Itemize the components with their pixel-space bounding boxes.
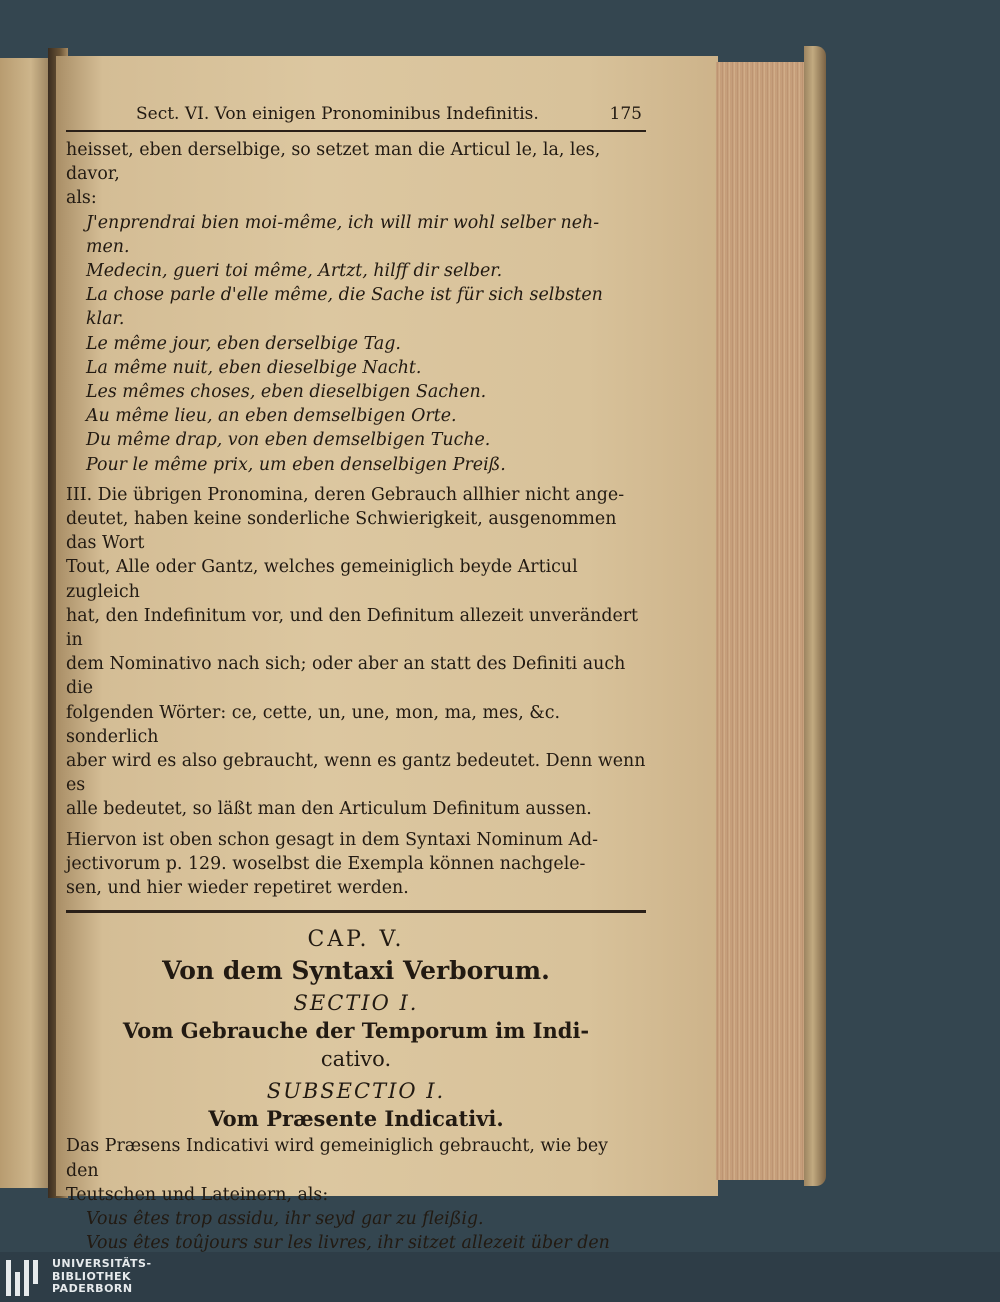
- text-line: deutet, haben keine sonderliche Schwierigkeit, ausgenommen das Wort: [66, 509, 617, 554]
- text-line: III. Die übrigen Pronomina, deren Gebrauch allhier nicht ange-: [66, 484, 625, 505]
- text-line: Du même drap, von eben demselbigen Tuche.: [86, 430, 491, 451]
- header-rule: [66, 130, 646, 132]
- text-line: dem Nominativo nach sich; oder aber an statt des Definiti auch die: [66, 654, 626, 699]
- page-content: [66, 100, 646, 1252]
- page-number: 175: [609, 104, 642, 124]
- text-line: Pour le même prix, um eben denselbigen Preiß.: [86, 454, 506, 475]
- text-line: Das Præsens Indicativi wird gemeiniglich gebraucht, wie bey den: [66, 1136, 608, 1181]
- text-line: Au même lieu, an eben demselbigen Orte.: [86, 406, 457, 427]
- book-cover: [804, 46, 826, 1186]
- text-line: Tout, Alle oder Gantz, welches gemeiniglich beyde Articul zugleich: [66, 557, 578, 602]
- text-line: Les mêmes choses, eben dieselbigen Sachen.: [86, 382, 487, 403]
- text-line: jectivorum p. 129. woselbst die Exempla können nachgele-: [66, 853, 586, 874]
- text-line: hat, den Indefinitum vor, und den Definitum allezeit unverändert in: [66, 605, 639, 651]
- text-line: Vous êtes toûjours sur les livres, ihr sitzet allezeit über den: [86, 1233, 610, 1252]
- text-line: Vous êtes trop assidu, ihr seyd gar zu fleißig.: [86, 1208, 484, 1229]
- text-line: heisset, eben derselbige, so setzet man die Articul le, la, les, davor,: [66, 140, 601, 185]
- chapter-number: CAP. V.: [307, 927, 405, 953]
- text-line: klar.: [86, 309, 125, 330]
- library-name: UNIVERSITÄTS- BIBLIOTHEK PADERBORN: [52, 1257, 152, 1295]
- text-line: men.: [86, 236, 130, 257]
- text-line: sen, und hier wieder repetiret werden.: [66, 878, 409, 899]
- example-list-2: [66, 1207, 646, 1252]
- text-line: folgenden Wörter: ce, cette, un, une, mon, ma, mes, &c. sonderlich: [66, 702, 560, 747]
- running-head: [66, 100, 646, 130]
- paragraph-five: [66, 1134, 646, 1207]
- body-text-2: [66, 1134, 646, 1252]
- chapter-rule: [66, 910, 646, 913]
- subsection-number: SUBSECTIO I.: [266, 1079, 446, 1104]
- text-line: als:: [66, 188, 97, 209]
- paragraph-four: [66, 828, 646, 901]
- body-text: [66, 138, 646, 900]
- text-line: alle bedeutet, so läßt man den Articulum Definitum aussen.: [66, 799, 592, 820]
- section-title-line-1: Vom Gebrauche der Temporum im Indi-: [122, 1018, 590, 1044]
- page-edges: [716, 62, 808, 1180]
- text-line: J'enprendrai bien moi-même, ich will mir wohl selber neh-: [86, 212, 600, 233]
- library-logo-icon: [6, 1260, 42, 1296]
- text-line: La chose parle d'elle même, die Sache ist für sich selbsten: [86, 285, 603, 306]
- running-head-title: Sect. VI. Von einigen Pronominibus Indefinitis.: [136, 104, 539, 124]
- section-number: SECTIO I.: [293, 991, 419, 1016]
- library-footer: [0, 1252, 1000, 1302]
- text-line: Hiervon ist oben schon gesagt in dem Syntaxi Nominum Ad-: [66, 829, 599, 850]
- text-line: Le même jour, eben derselbige Tag.: [86, 333, 401, 354]
- paragraph-three: [66, 483, 646, 822]
- example-list: [66, 211, 646, 477]
- text-line: Medecin, gueri toi même, Artzt, hilff dir selber.: [86, 261, 503, 282]
- text-line: aber wird es also gebraucht, wenn es gantz bedeutet. Denn wenn es: [66, 751, 646, 796]
- intro-lines: [66, 138, 646, 211]
- subsection-title: Vom Præsente Indicativi.: [208, 1106, 504, 1132]
- text-line: La même nuit, eben dieselbige Nacht.: [86, 357, 422, 378]
- text-line: Teutschen und Lateinern, als:: [66, 1184, 329, 1205]
- chapter-title: Von dem Syntaxi Verborum.: [162, 956, 550, 986]
- section-title-line-2: cativo.: [320, 1047, 392, 1072]
